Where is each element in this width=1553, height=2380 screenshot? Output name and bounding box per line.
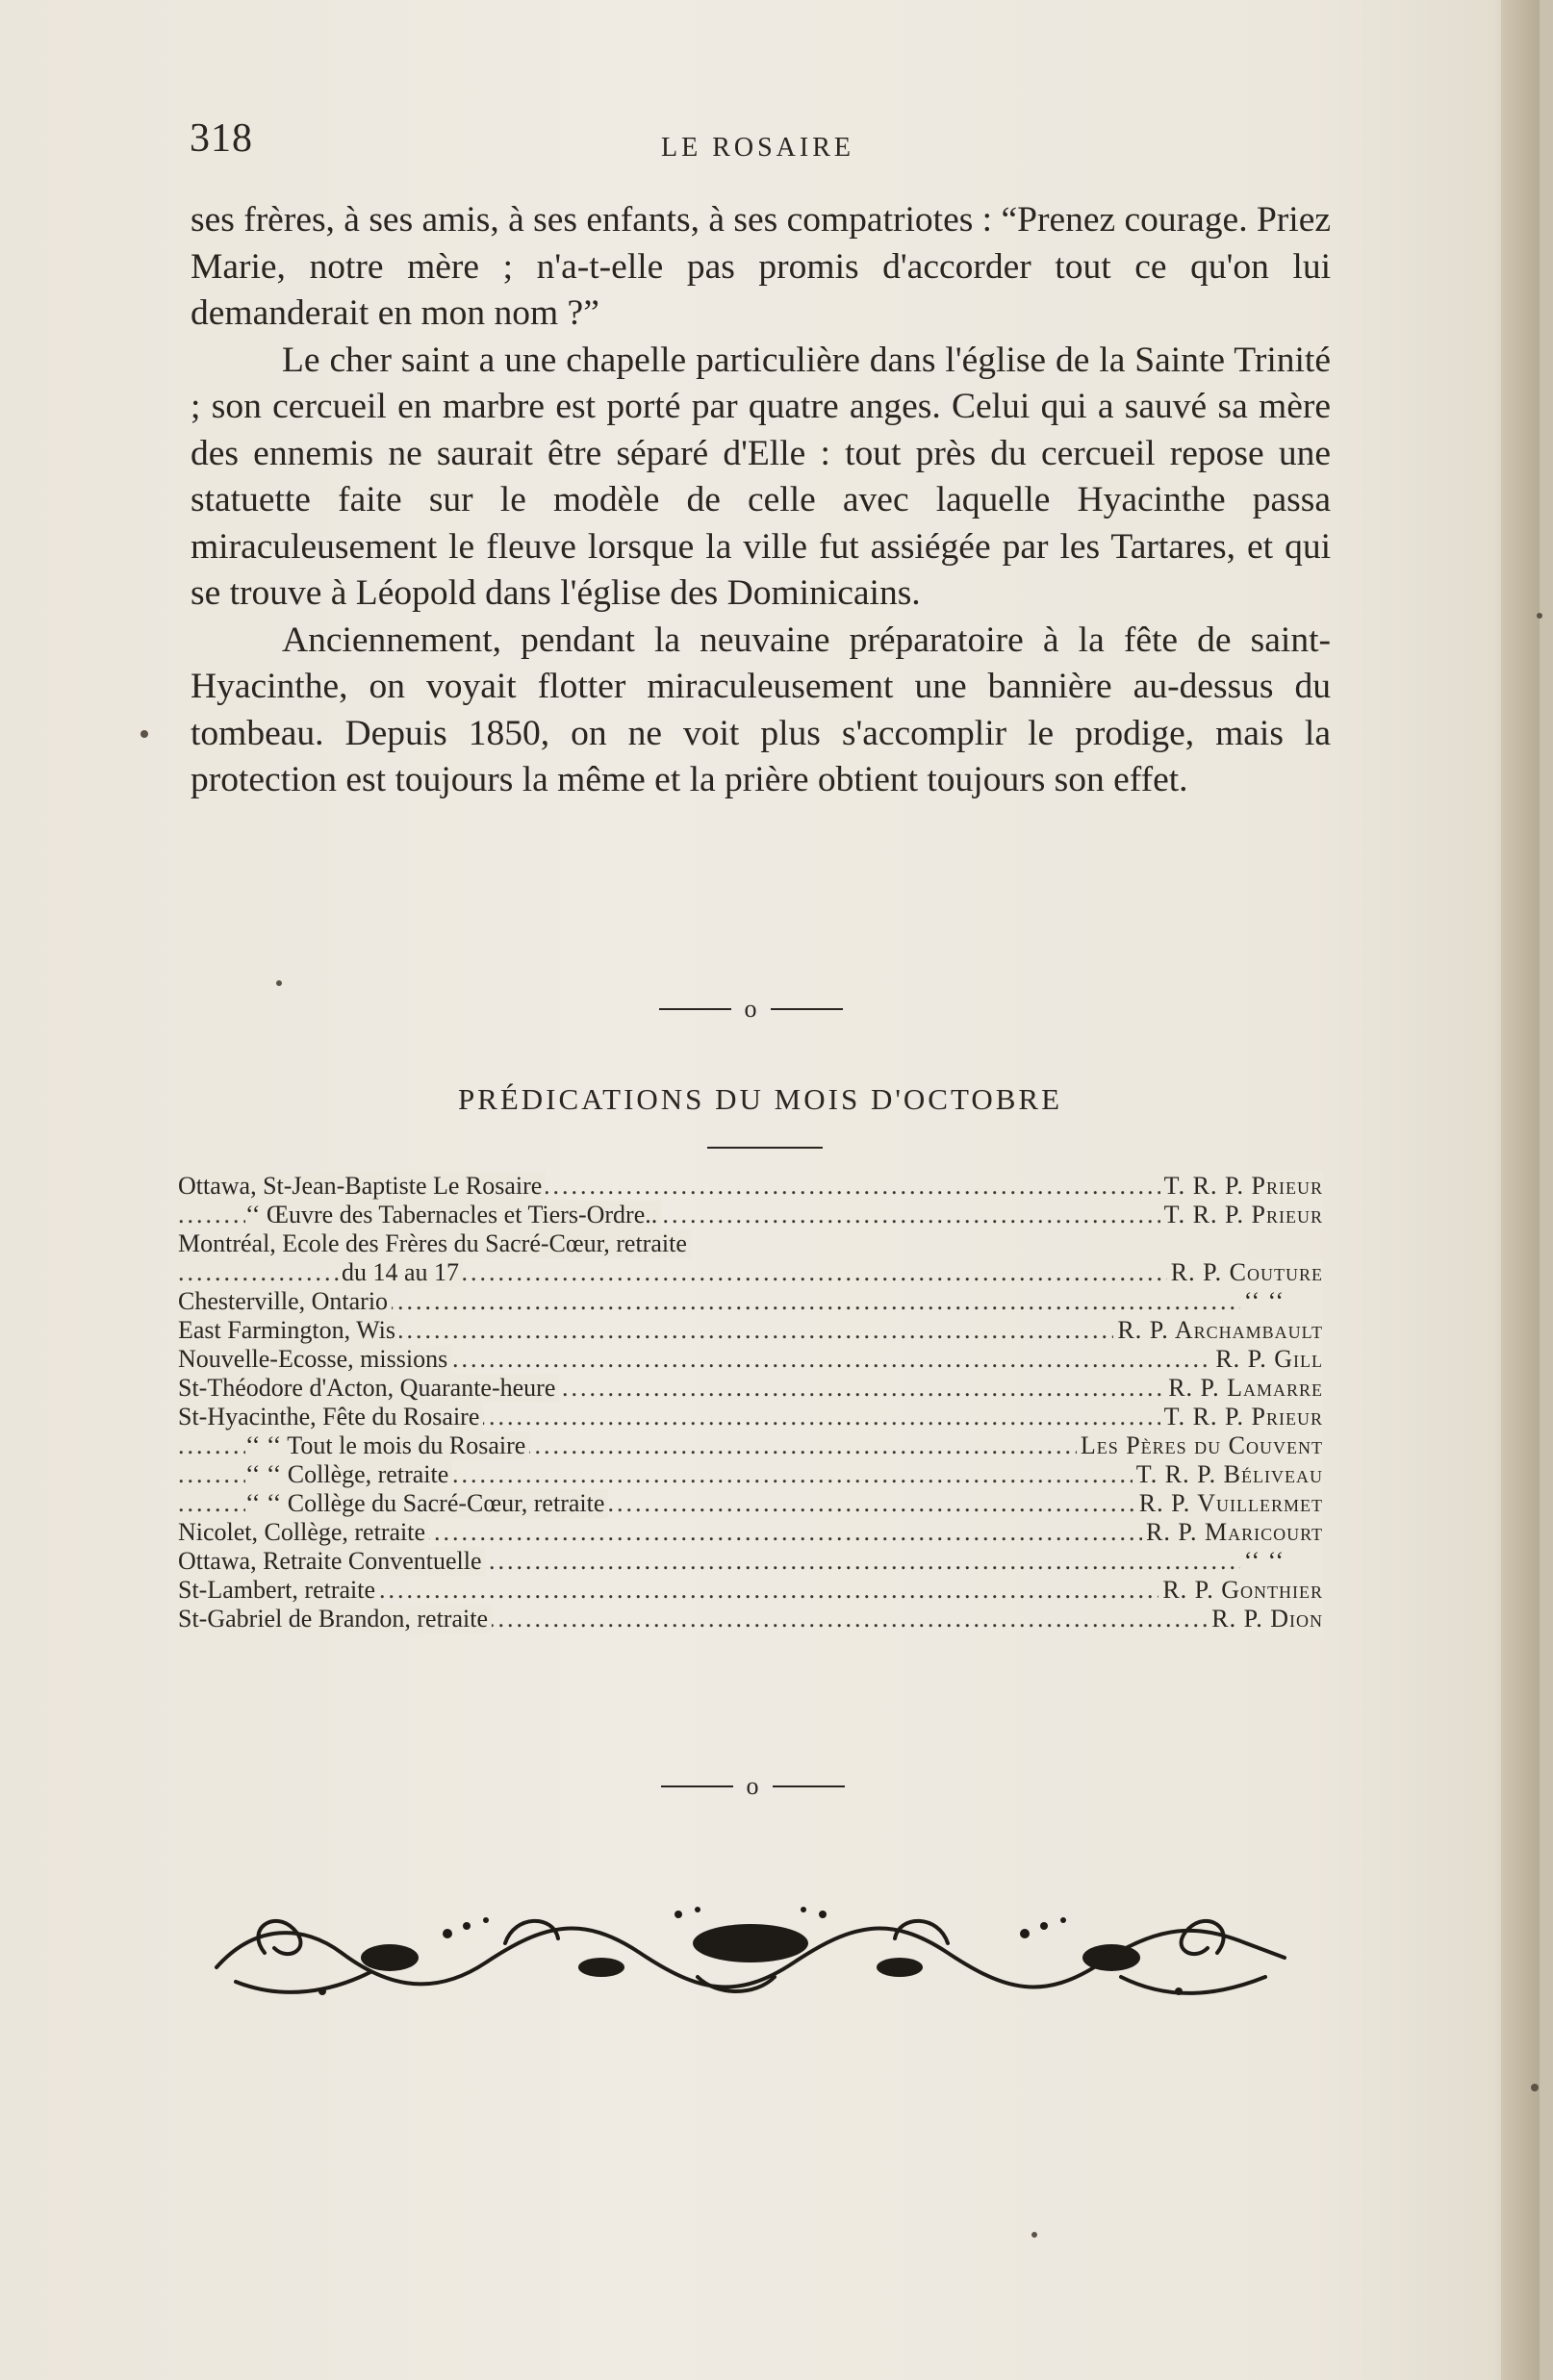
schedule-preacher: R. P. Lamarre	[1164, 1374, 1323, 1403]
title-rule	[707, 1147, 823, 1149]
schedule-row	[178, 1605, 1323, 1633]
preaching-schedule	[178, 1172, 1323, 1633]
schedule-row	[178, 1489, 1323, 1518]
schedule-place: Nicolet, Collège, retraite	[178, 1518, 429, 1547]
page-edge	[1501, 0, 1540, 2380]
paragraph-1: ses frères, à ses amis, à ses enfants, à ses compatriotes : “Prenez courage. Priez Marie, notre mère ; n'a-t-elle pas promis d'accorder tout ce qu'on lui demanderait en mon nom ?”	[191, 200, 1331, 333]
schedule-preacher: R. P. Dion	[1208, 1605, 1323, 1633]
section-title: PRÉDICATIONS DU MOIS D'OCTOBRE	[457, 1082, 1063, 1116]
page-number: 318	[190, 116, 253, 161]
separator-top	[635, 993, 866, 1031]
floral-tailpiece-ornament	[197, 1886, 1304, 2020]
body-text	[191, 197, 1331, 804]
separator-line	[661, 1785, 733, 1787]
schedule-place: St-Hyacinthe, Fête du Rosaire	[178, 1403, 483, 1431]
paragraph-3: Anciennement, pendant la neuvaine préparatoire à la fête de saint-Hyacinthe, on voyait flotter miraculeusement une bannière au-dessus du tombeau. Depuis 1850, on ne voit plus s'accomplir le prodige, mais la protection est toujours la même et la prière obtient toujours son effet.	[191, 620, 1331, 799]
schedule-place: St-Gabriel de Brandon, retraite	[178, 1605, 492, 1633]
page-header	[190, 115, 1325, 173]
schedule-row	[178, 1316, 1323, 1345]
schedule-row	[178, 1518, 1323, 1547]
schedule-place: Montréal, Ecole des Frères du Sacré-Cœur, retraite	[178, 1229, 691, 1258]
schedule-preacher: T. R. P. Béliveau	[1133, 1460, 1323, 1489]
schedule-place: St-Théodore d'Acton, Quarante-heure	[178, 1374, 559, 1403]
schedule-row	[178, 1229, 1323, 1258]
separator-line	[659, 1008, 731, 1010]
schedule-place: East Farmington, Wis	[178, 1316, 399, 1345]
separator-mark: o	[744, 995, 757, 1024]
running-head: LE ROSAIRE	[661, 133, 854, 163]
schedule-preacher: ‘‘ ‘‘	[1240, 1287, 1323, 1316]
schedule-place: du 14 au 17	[342, 1258, 463, 1287]
schedule-place: ‘‘ ‘‘ Collège du Sacré-Cœur, retraite	[245, 1489, 608, 1518]
schedule-preacher: R. P. Vuillermet	[1135, 1489, 1323, 1518]
separator-mark: o	[746, 1772, 759, 1801]
schedule-preacher: R. P. Gonthier	[1158, 1576, 1323, 1605]
schedule-row	[178, 1374, 1323, 1403]
schedule-row	[178, 1403, 1323, 1431]
schedule-row	[178, 1345, 1323, 1374]
schedule-preacher: T. R. P. Prieur	[1160, 1172, 1323, 1201]
schedule-row	[178, 1460, 1323, 1489]
schedule-place: Ottawa, Retraite Conventuelle	[178, 1547, 486, 1576]
schedule-preacher: R. P. Couture	[1167, 1258, 1323, 1287]
schedule-preacher: R. P. Maricourt	[1142, 1518, 1323, 1547]
separator-line	[771, 1008, 843, 1010]
schedule-place: ‘‘ Œuvre des Tabernacles et Tiers-Ordre..	[245, 1201, 661, 1229]
schedule-row	[178, 1172, 1323, 1201]
schedule-place: Ottawa, St-Jean-Baptiste Le Rosaire	[178, 1172, 546, 1201]
schedule-place: St-Lambert, retraite	[178, 1576, 379, 1605]
schedule-row	[178, 1258, 1323, 1287]
separator-line	[773, 1785, 845, 1787]
schedule-row	[178, 1201, 1323, 1229]
schedule-preacher: T. R. P. Prieur	[1160, 1201, 1323, 1229]
schedule-preacher: R. P. Gill	[1211, 1345, 1323, 1374]
schedule-preacher: Les Pères du Couvent	[1077, 1431, 1323, 1460]
schedule-row	[178, 1547, 1323, 1576]
separator-bottom	[637, 1770, 868, 1809]
schedule-row	[178, 1431, 1323, 1460]
schedule-row	[178, 1287, 1323, 1316]
paragraph-2: Le cher saint a une chapelle particulière dans l'église de la Sainte Trinité ; son cercueil en marbre est porté par quatre anges. Celui qui a sauvé sa mère des ennemis ne saurait être séparé d'Elle : tout près du cercueil repose une statuette faite sur le modèle de celle avec laquelle Hyacinthe passa miraculeusement le fleuve lorsque la ville fut assiégée par les Tartares, et qui se trouve à Léopold dans l'église des Dominicains.	[191, 340, 1331, 613]
schedule-preacher: R. P. Archambault	[1113, 1316, 1323, 1345]
schedule-place: Nouvelle-Ecosse, missions	[178, 1345, 451, 1374]
schedule-place: ‘‘ ‘‘ Collège, retraite	[245, 1460, 452, 1489]
schedule-place: ‘‘ ‘‘ Tout le mois du Rosaire	[245, 1431, 529, 1460]
schedule-place: Chesterville, Ontario	[178, 1287, 392, 1316]
schedule-preacher: T. R. P. Prieur	[1160, 1403, 1323, 1431]
schedule-row	[178, 1576, 1323, 1605]
schedule-preacher: ‘‘ ‘‘	[1240, 1547, 1323, 1576]
